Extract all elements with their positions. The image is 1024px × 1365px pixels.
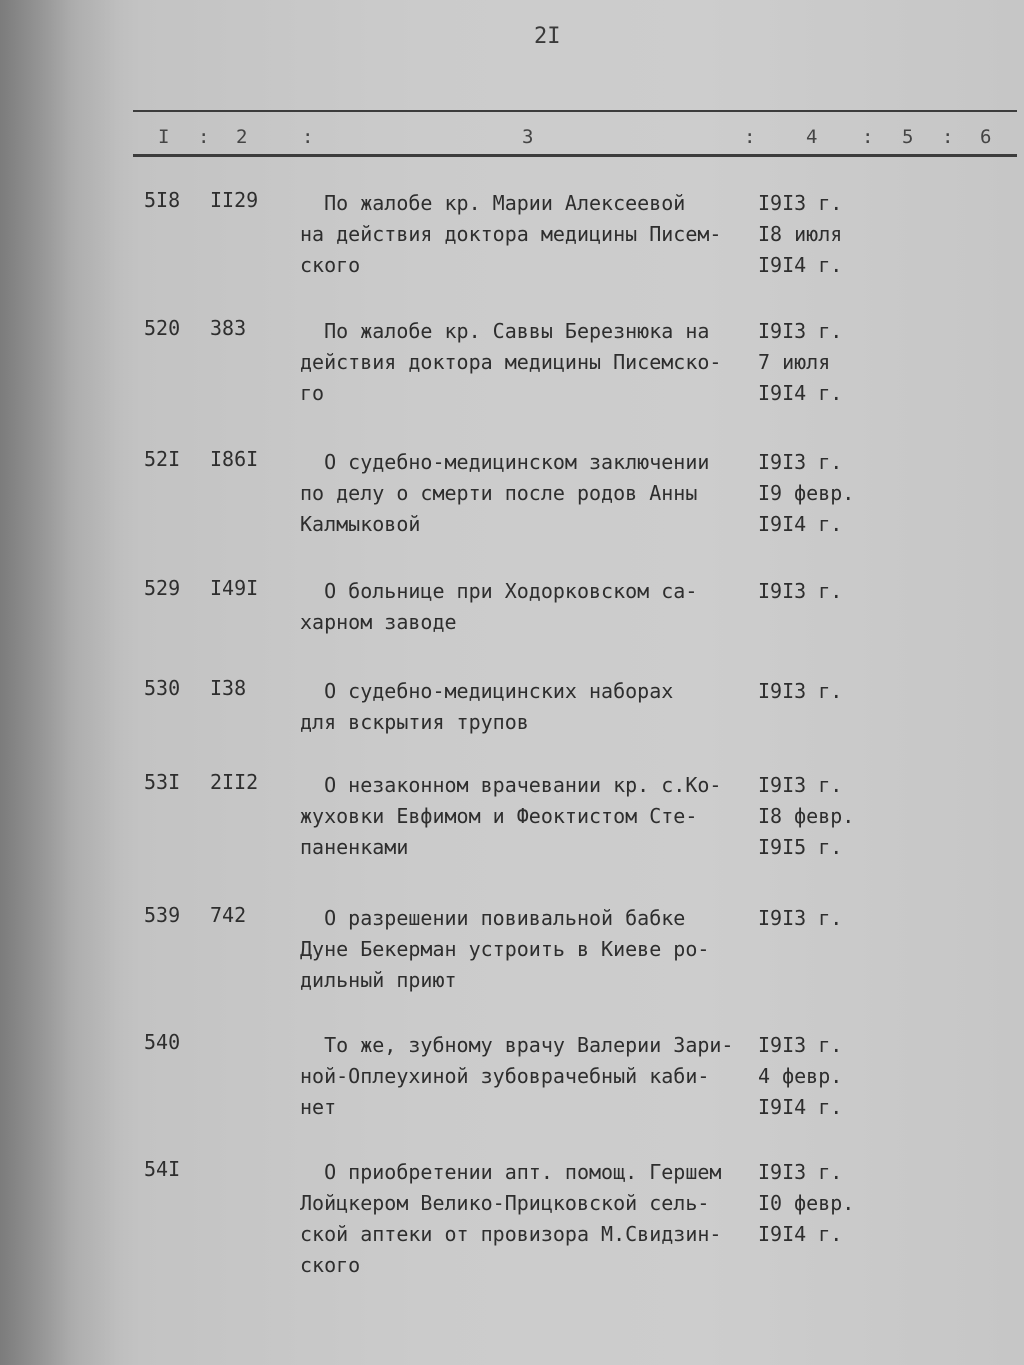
- entry-description: [300, 770, 760, 863]
- entry-number: 52I: [144, 447, 181, 471]
- entry-dates: [758, 576, 842, 607]
- column-header-1: I: [158, 126, 170, 148]
- entry-doc-number: 383: [210, 316, 247, 340]
- entry-number: 520: [144, 316, 181, 340]
- header-bottom-rule: [133, 154, 1017, 157]
- entry-number: 54I: [144, 1157, 181, 1181]
- entry-date-line: I9I5 г.: [758, 835, 843, 859]
- entry-text-line: О разрешении повивальной бабке: [300, 906, 686, 930]
- entry-number: 540: [144, 1030, 181, 1054]
- entry-number: 529: [144, 576, 181, 600]
- entry-text-line: О судебно-медицинских наборах: [300, 679, 674, 703]
- entry-dates: [758, 770, 854, 863]
- column-header-3: 3: [522, 126, 534, 148]
- entry-text-line: Лойцкером Велико-Прицковской сель-: [300, 1191, 710, 1215]
- page-number: 2I: [534, 24, 561, 49]
- entry-description: [300, 1157, 760, 1281]
- entry-description: [300, 188, 760, 281]
- entry-text-line: ной-Оплеухиной зубоврачебный каби-: [300, 1064, 710, 1088]
- entry-date-line: I0 февр.: [758, 1191, 855, 1215]
- page-fold-shadow: [0, 0, 118, 1365]
- entry-date-line: I9I4 г.: [758, 253, 843, 277]
- entry-date-line: I9 февр.: [758, 481, 855, 505]
- entry-doc-number: II29: [210, 188, 259, 212]
- entry-date-line: I9I3 г.: [758, 679, 843, 703]
- entry-text-line: О приобретении апт. помощ. Гершем: [300, 1160, 722, 1184]
- entry-text-line: жуховки Евфимом и Феоктистом Сте-: [300, 804, 698, 828]
- entry-date-line: I9I4 г.: [758, 1095, 843, 1119]
- entry-text-line: для вскрытия трупов: [300, 710, 529, 734]
- entry-text-line: харном заводе: [300, 610, 457, 634]
- entry-text-line: О незаконном врачевании кр. с.Ко-: [300, 773, 722, 797]
- entry-date-line: I9I3 г.: [758, 579, 843, 603]
- entry-date-line: 7 июля: [758, 350, 831, 374]
- entry-text-line: на действия доктора медицины Писем-: [300, 222, 722, 246]
- entry-text-line: дильный приют: [300, 968, 457, 992]
- entry-text-line: ской аптеки от провизора М.Свидзин-: [300, 1222, 722, 1246]
- entry-date-line: I9I3 г.: [758, 191, 843, 215]
- entry-dates: [758, 316, 842, 409]
- column-header-6: 6: [980, 126, 992, 148]
- column-header-sep: :: [744, 126, 756, 148]
- entry-text-line: по делу о смерти после родов Анны: [300, 481, 698, 505]
- entry-dates: [758, 1030, 842, 1123]
- column-header-sep: :: [942, 126, 954, 148]
- entry-text-line: ского: [300, 253, 361, 277]
- entry-date-line: I9I3 г.: [758, 773, 843, 797]
- entry-description: [300, 576, 760, 638]
- entry-text-line: нет: [300, 1095, 337, 1119]
- entry-description: [300, 447, 760, 540]
- entry-text-line: Дуне Бекерман устроить в Киеве ро-: [300, 937, 710, 961]
- entry-date-line: I9I3 г.: [758, 1160, 843, 1184]
- entry-description: [300, 1030, 760, 1123]
- entry-text-line: О судебно-медицинском заключении: [300, 450, 710, 474]
- entry-dates: [758, 188, 842, 281]
- entry-date-line: 4 февр.: [758, 1064, 843, 1088]
- header-top-rule: [133, 110, 1017, 112]
- column-header-5: 5: [902, 126, 914, 148]
- entry-doc-number: I86I: [210, 447, 259, 471]
- entry-text-line: паненками: [300, 835, 409, 859]
- entry-date-line: I9I3 г.: [758, 450, 843, 474]
- entry-date-line: I9I3 г.: [758, 906, 843, 930]
- entry-date-line: I8 июля: [758, 222, 843, 246]
- column-header-sep: :: [302, 126, 314, 148]
- entry-date-line: I9I4 г.: [758, 381, 843, 405]
- entry-date-line: I9I4 г.: [758, 512, 843, 536]
- entry-number: 539: [144, 903, 181, 927]
- column-header-sep: :: [862, 126, 874, 148]
- entry-doc-number: 742: [210, 903, 247, 927]
- column-header-4: 4: [806, 126, 818, 148]
- entry-date-line: I9I4 г.: [758, 1222, 843, 1246]
- entry-number: 530: [144, 676, 181, 700]
- entry-dates: [758, 447, 854, 540]
- entry-text-line: го: [300, 381, 325, 405]
- entry-doc-number: I49I: [210, 576, 259, 600]
- entry-dates: [758, 676, 842, 707]
- entry-doc-number: I38: [210, 676, 247, 700]
- entry-text-line: ского: [300, 1253, 361, 1277]
- entry-number: 53I: [144, 770, 181, 794]
- entry-text-line: По жалобе кр. Марии Алексеевой: [300, 191, 686, 215]
- entry-description: [300, 316, 760, 409]
- entry-number: 5I8: [144, 188, 181, 212]
- entry-date-line: I9I3 г.: [758, 1033, 843, 1057]
- entry-text-line: действия доктора медицины Писемско-: [300, 350, 722, 374]
- column-header-sep: :: [198, 126, 210, 148]
- entry-text-line: То же, зубному врачу Валерии Зари-: [300, 1033, 734, 1057]
- entry-doc-number: 2II2: [210, 770, 259, 794]
- column-header-2: 2: [236, 126, 248, 148]
- entry-text-line: О больнице при Ходорковском са-: [300, 579, 698, 603]
- entry-date-line: I9I3 г.: [758, 319, 843, 343]
- entry-text-line: По жалобе кр. Саввы Березнюка на: [300, 319, 710, 343]
- entry-date-line: I8 февр.: [758, 804, 855, 828]
- entry-description: [300, 903, 760, 996]
- entry-text-line: Калмыковой: [300, 512, 421, 536]
- entry-dates: [758, 903, 842, 934]
- entry-dates: [758, 1157, 854, 1250]
- entry-description: [300, 676, 760, 738]
